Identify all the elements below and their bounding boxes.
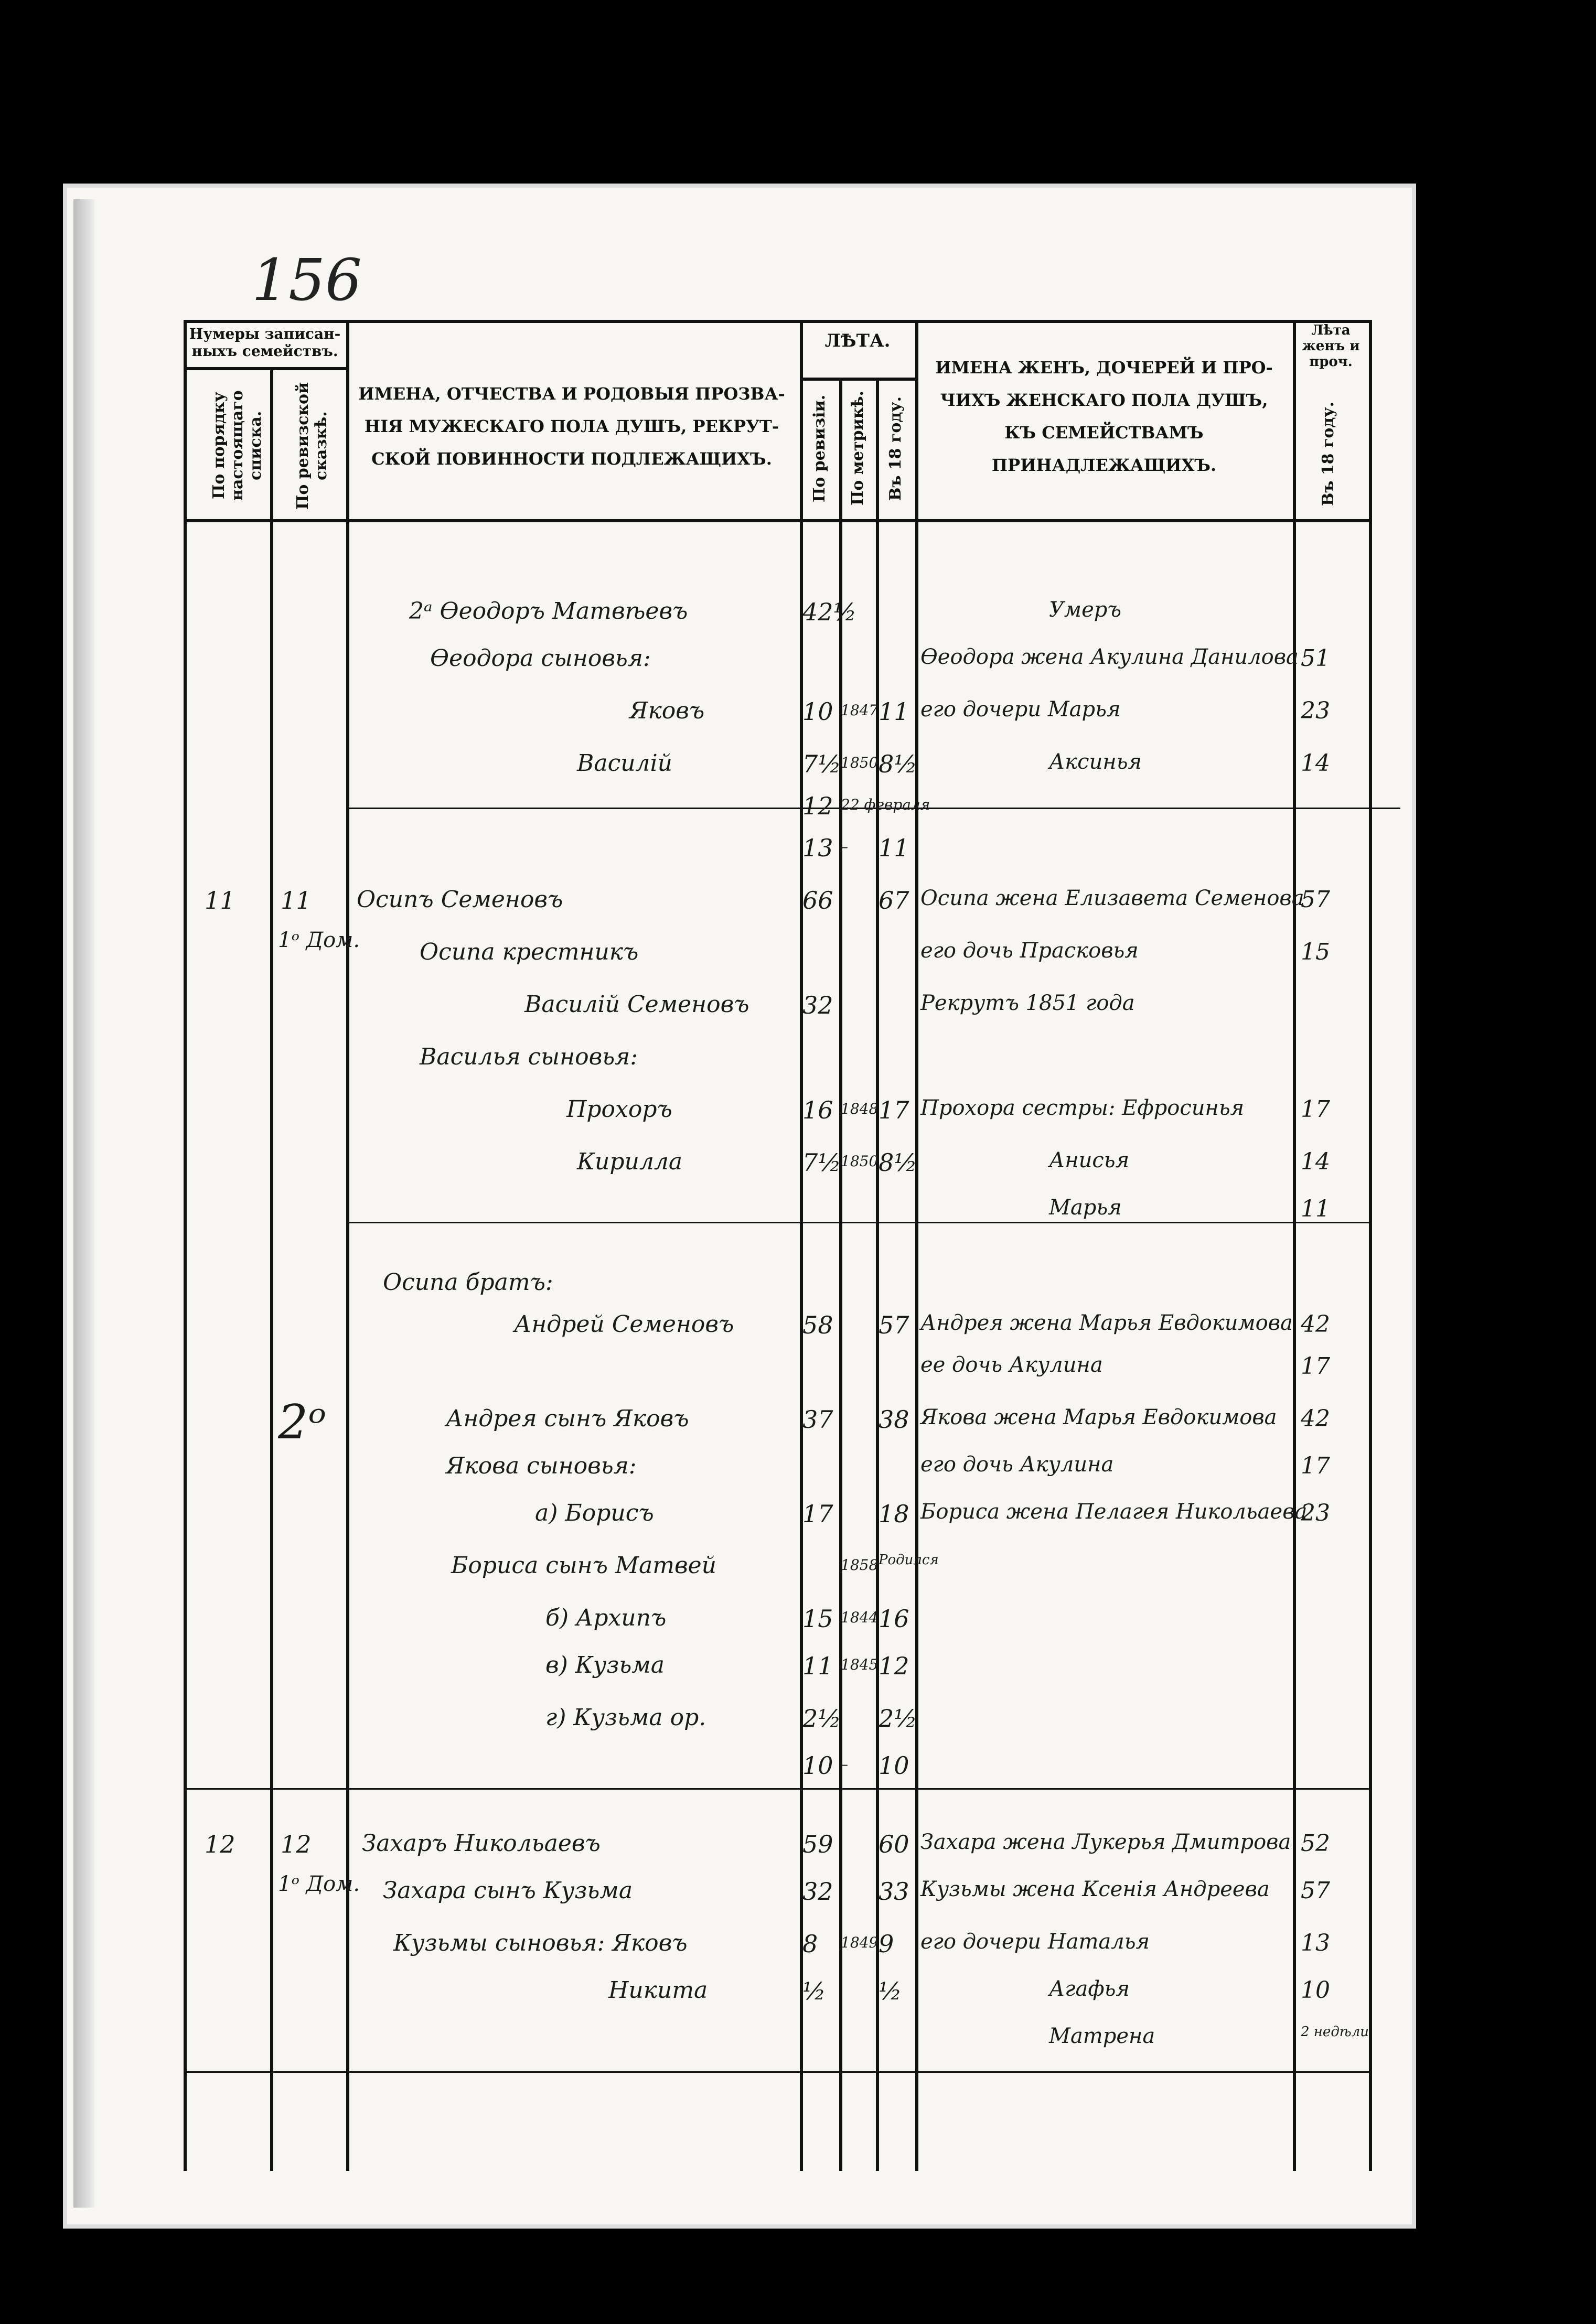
female-name-entry: ее дочь Акулина [920, 1353, 1103, 1377]
header-col-by-metric: По метрикѣ. [849, 391, 867, 506]
page-stack-edge [73, 199, 94, 2208]
age-by-metric: 1849 [841, 1934, 879, 1951]
male-name-entry: Ѳеодора сыновья: [430, 645, 651, 672]
male-name-entry: Андрей Семеновъ [514, 1311, 734, 1338]
male-name-entry: Осипа крестникъ [420, 939, 639, 965]
female-age: 2 недѣли [1301, 2024, 1369, 2040]
age-by-revision: 37 [802, 1405, 833, 1434]
age-by-revision: 7½ [802, 750, 841, 778]
male-name-entry: Василья сыновья: [420, 1043, 638, 1070]
female-name-entry: его дочь Прасковья [920, 939, 1139, 963]
age-by-revision: 59 [802, 1830, 833, 1858]
female-age: 51 [1301, 645, 1330, 672]
age-in-year: 17 [879, 1096, 909, 1124]
female-age: 23 [1301, 1500, 1330, 1526]
male-name-entry: Василій [577, 750, 672, 777]
female-name-entry: Умеръ [1049, 598, 1122, 622]
male-name-entry: Осипъ Семеновъ [357, 886, 563, 913]
age-by-revision: 2½ [802, 1704, 841, 1733]
age-in-year: 8½ [879, 1148, 917, 1177]
female-name-entry: Якова жена Марья Евдокимова [920, 1405, 1277, 1429]
age-by-revision: 10 [802, 697, 833, 726]
age-in-year: 57 [879, 1311, 909, 1339]
female-age: 42 [1301, 1311, 1330, 1338]
grid-line [800, 378, 915, 381]
grid-line [184, 519, 1369, 522]
age-in-year: Родился [879, 1552, 939, 1568]
row-number-revision: 12 [281, 1830, 312, 1858]
age-in-year: 67 [879, 886, 909, 914]
age-in-year: 16 [879, 1605, 909, 1633]
age-by-revision: 8 [802, 1930, 818, 1958]
age-by-revision: 11 [802, 1652, 833, 1680]
age-by-metric: 1850 [841, 754, 879, 771]
female-name-entry: Агафья [1049, 1977, 1130, 2001]
age-by-revision: 13 [802, 834, 833, 862]
female-age: 23 [1301, 697, 1330, 724]
male-name-entry: Никита [608, 1977, 708, 2004]
male-name-entry: Якова сыновья: [446, 1452, 637, 1479]
age-by-revision: 16 [802, 1096, 833, 1124]
female-age: 13 [1301, 1930, 1330, 1956]
male-name-entry: Андрея сынъ Яковъ [446, 1405, 689, 1432]
female-age: 17 [1301, 1096, 1330, 1123]
female-name-entry: Ѳеодора жена Акулина Данилова [920, 645, 1299, 669]
male-name-entry: Кирилла [577, 1148, 683, 1175]
age-by-revision: 58 [802, 1311, 833, 1339]
age-in-year: 10 [879, 1751, 909, 1780]
male-name-entry: в) Кузьма [545, 1652, 665, 1679]
male-name-entry: Яковъ [629, 697, 705, 724]
row-number-current: 11 [205, 886, 235, 914]
folio-number: 156 [252, 246, 362, 314]
row-number-current: 12 [205, 1830, 235, 1858]
age-by-revision: 32 [802, 1877, 833, 1906]
age-by-revision: 17 [802, 1500, 833, 1528]
age-by-metric: 1858 [841, 1556, 879, 1574]
age-by-metric: 1848 [841, 1100, 879, 1117]
age-in-year: 18 [879, 1500, 909, 1528]
male-name-entry: Василій Семеновъ [524, 991, 749, 1018]
female-name-entry: Андрея жена Марья Евдокимова [920, 1311, 1293, 1335]
male-name-entry: Бориса сынъ Матвей [451, 1552, 716, 1579]
female-name-entry: Прохора сестры: Ефросинья [920, 1096, 1245, 1120]
male-name-entry: б) Архипъ [545, 1605, 667, 1631]
grid-line [270, 367, 273, 2171]
age-in-year: 11 [879, 697, 909, 726]
header-female-names: ИМЕНА ЖЕНЪ, ДОЧЕРЕЙ И ПРОЧИХЪ ЖЕНСКАГО ПОЛА ДУШЪ, КЪ СЕМЕЙСТВАМЪ ПРИНАДЛЕЖАЩИХЪ. [935, 358, 1273, 475]
male-name-entry: 2ᵃ Ѳеодоръ Матвѣевъ [409, 598, 688, 625]
header-col-current: По порядку настоящаго списка. [210, 390, 265, 501]
female-age: 17 [1301, 1353, 1330, 1380]
female-age: 42 [1301, 1405, 1330, 1432]
age-in-year: 11 [879, 834, 909, 862]
female-name-entry: Анисья [1049, 1148, 1130, 1172]
header-female-in-year: Въ 18 году. [1319, 401, 1337, 506]
age-by-metric: – [841, 838, 848, 855]
age-in-year: 8½ [879, 750, 917, 778]
grid-line [184, 367, 346, 370]
female-name-entry: Матрена [1049, 2024, 1155, 2048]
grid-line [1293, 320, 1296, 2171]
female-age: 10 [1301, 1977, 1330, 2004]
header-male-names: ИМЕНА, ОТЧЕСТВА И РОДОВЫЯ ПРОЗВАНІЯ МУЖЕСКАГО ПОЛА ДУШЪ, РЕКРУТСКОЙ ПОВИННОСТИ ПОДЛЕЖАЩИХЪ. [358, 384, 785, 469]
household-mark: 1ᵒ Дом. [278, 928, 360, 952]
female-name-entry: Марья [1049, 1196, 1122, 1220]
age-in-year: 9 [879, 1930, 894, 1958]
age-by-revision: 10 [802, 1751, 833, 1780]
age-by-metric: 1845 [841, 1656, 879, 1673]
age-by-revision: 7½ [802, 1148, 841, 1177]
age-by-metric: 1844 [841, 1609, 879, 1626]
grid-line [184, 320, 1369, 323]
header-years-group: ЛѢТА. [824, 330, 891, 351]
female-age: 57 [1301, 886, 1330, 913]
female-name-entry: Осипа жена Елизавета Семенова [920, 886, 1304, 910]
female-name-entry: Бориса жена Пелагея Никольаева [920, 1500, 1308, 1524]
header-col-revision: По ревизской сказкѣ. [294, 382, 330, 510]
age-in-year: 2½ [879, 1704, 917, 1733]
male-name-entry: Захаръ Никольаевъ [362, 1830, 601, 1857]
female-name-entry: его дочь Акулина [920, 1452, 1114, 1477]
household-mark: 2ᵒ [278, 1395, 326, 1450]
age-in-year: 38 [879, 1405, 909, 1434]
female-name-entry: Рекрутъ 1851 года [920, 991, 1135, 1015]
male-name-entry: Прохоръ [566, 1096, 672, 1123]
male-name-entry: Кузьмы сыновья: Яковъ [393, 1930, 688, 1956]
household-mark: 1ᵒ Дом. [278, 1872, 360, 1896]
age-by-revision: 12 [802, 792, 833, 820]
grid-line [184, 1788, 1369, 1790]
female-age: 14 [1301, 750, 1330, 777]
header-col-by-revision: По ревизіи. [810, 394, 829, 502]
female-name-entry: его дочери Марья [920, 697, 1121, 722]
age-in-year: 33 [879, 1877, 909, 1906]
grid-line [915, 320, 918, 2171]
age-by-metric: – [841, 1756, 848, 1773]
row-number-revision: 11 [281, 886, 312, 914]
age-by-revision: 15 [802, 1605, 833, 1633]
grid-line [1369, 320, 1372, 2171]
age-by-metric: 1850 [841, 1153, 879, 1170]
grid-line [839, 378, 842, 2171]
female-name-entry: Кузьмы жена Ксенія Андреева [920, 1877, 1270, 1901]
header-families-group: Нумеры записанныхъ семействъ. [189, 325, 341, 360]
female-age: 11 [1301, 1196, 1330, 1222]
female-age: 57 [1301, 1877, 1330, 1904]
age-by-revision: ½ [802, 1977, 826, 2005]
age-by-metric: 22 февраля [841, 796, 930, 813]
age-by-revision: 42½ [802, 598, 857, 626]
male-name-entry: а) Борисъ [535, 1500, 654, 1526]
grid-line [346, 1222, 1369, 1223]
female-name-entry: Захара жена Лукерья Дмитрова [920, 1830, 1291, 1854]
header-col-in-year: Въ 18 году. [886, 396, 905, 501]
female-age: 52 [1301, 1830, 1330, 1857]
female-name-entry: Аксинья [1049, 750, 1142, 774]
age-in-year: 60 [879, 1830, 909, 1858]
grid-line [184, 2071, 1369, 2073]
female-age: 15 [1301, 939, 1330, 965]
age-by-revision: 66 [802, 886, 833, 914]
age-in-year: ½ [879, 1977, 902, 2005]
male-name-entry: Осипа братъ: [383, 1269, 553, 1296]
female-name-entry: его дочери Наталья [920, 1930, 1150, 1954]
age-by-metric: 1847 [841, 702, 879, 719]
grid-line [184, 320, 187, 2171]
male-name-entry: Захара сынъ Кузьма [383, 1877, 633, 1904]
female-age: 14 [1301, 1148, 1330, 1175]
female-age: 17 [1301, 1452, 1330, 1479]
male-name-entry: г) Кузьма ор. [545, 1704, 706, 1731]
header-female-years-group: Лѣта женъ и проч. [1302, 322, 1360, 370]
age-by-revision: 32 [802, 991, 833, 1019]
census-page [63, 184, 1416, 2229]
age-in-year: 12 [879, 1652, 909, 1680]
